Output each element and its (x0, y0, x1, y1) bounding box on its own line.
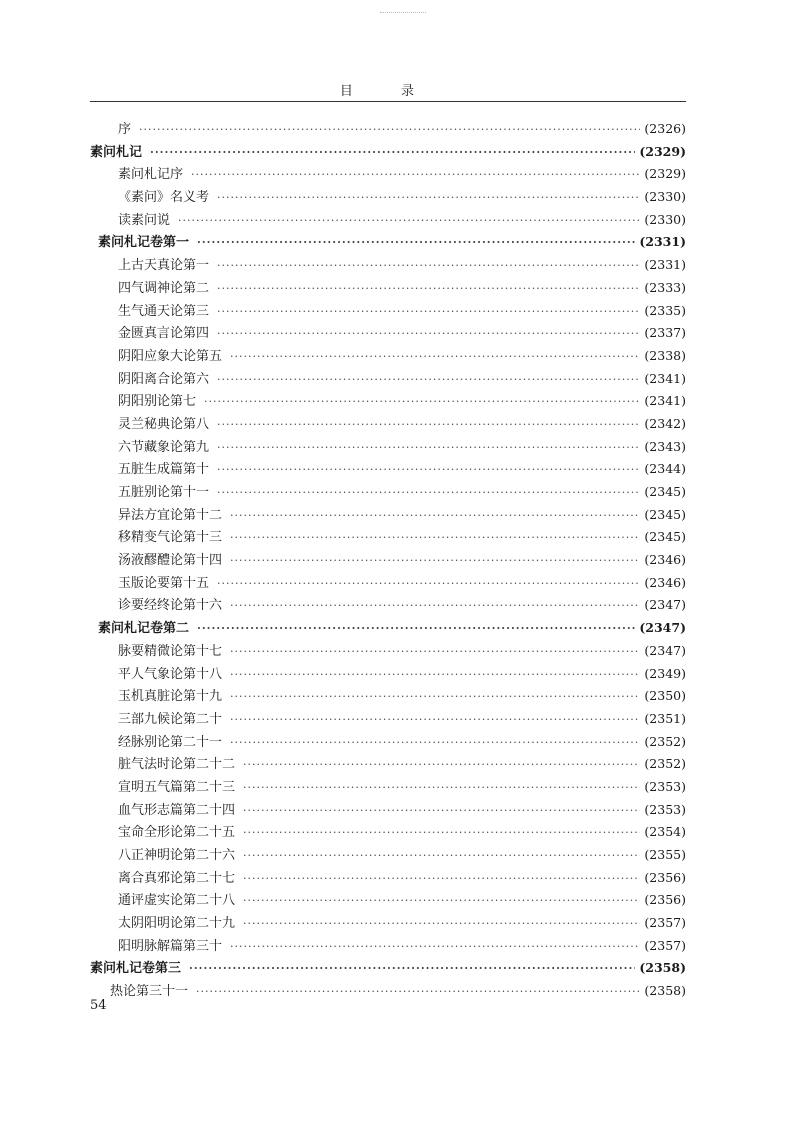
toc-entry-page: (2338) (644, 347, 686, 363)
toc-entry (90, 640, 686, 663)
toc-entry (90, 254, 686, 277)
toc-entry (90, 708, 686, 731)
toc-leader-dots (217, 414, 640, 437)
toc-entry (90, 685, 686, 708)
toc-entry (90, 753, 686, 776)
toc-entry-title: 素问札记卷第三 (90, 961, 182, 977)
toc-entry-page: (2347) (644, 642, 686, 658)
toc-entry-title: 异法方宜论第十二 (118, 507, 223, 523)
toc-entry (90, 436, 686, 459)
page-header-title: 目 录 (339, 84, 437, 99)
toc-leader-dots (189, 958, 635, 981)
toc-leader-dots (217, 187, 640, 210)
scan-mark (380, 12, 426, 15)
toc-entry-title: 素问札记卷第二 (98, 621, 190, 637)
toc-entry-page: (2331) (644, 257, 686, 273)
toc-entry (90, 980, 686, 1003)
toc-entry-title: 素问札记序 (118, 167, 184, 183)
toc-entry (90, 118, 686, 141)
toc-entry-title: 五脏生成篇第十 (118, 462, 210, 478)
toc-leader-dots (230, 505, 640, 528)
toc-entry-page: (2333) (644, 279, 686, 295)
toc-entry-title: 上古天真论第一 (118, 258, 210, 274)
toc-entry (90, 776, 686, 799)
toc-leader-dots (230, 527, 640, 550)
toc-entry (90, 300, 686, 323)
toc-entry (90, 481, 686, 504)
toc-entry-title: 热论第三十一 (110, 984, 189, 1000)
toc-entry-page: (2346) (644, 552, 686, 568)
toc-leader-dots (217, 459, 640, 482)
toc-leader-dots (230, 641, 640, 664)
toc-entry-title: 生气通天论第三 (118, 303, 210, 319)
toc-entry-page: (2345) (644, 506, 686, 522)
toc-entry-page: (2353) (644, 801, 686, 817)
toc-entry-title: 阴阳离合论第六 (118, 371, 210, 387)
toc-entry-title: 玉机真脏论第十九 (118, 689, 223, 705)
toc-entry (90, 594, 686, 617)
toc-entry-page: (2347) (639, 620, 686, 636)
toc-entry (90, 844, 686, 867)
toc-entry (90, 458, 686, 481)
toc-leader-dots (196, 981, 640, 1004)
toc-entry (90, 186, 686, 209)
toc-entry-title: 通评虚实论第二十八 (118, 893, 236, 909)
toc-entry-page: (2353) (644, 778, 686, 794)
toc-entry (90, 322, 686, 345)
toc-entry (90, 821, 686, 844)
toc-leader-dots (217, 482, 640, 505)
toc-entry (90, 368, 686, 391)
toc-leader-dots (217, 255, 640, 278)
toc-entry-title: 三部九候论第二十 (118, 711, 223, 727)
toc-entry (90, 731, 686, 754)
toc-entry (90, 572, 686, 595)
toc-entry (90, 549, 686, 572)
toc-entry-page: (2330) (644, 211, 686, 227)
toc-leader-dots (243, 845, 640, 868)
toc-leader-dots (230, 709, 640, 732)
toc-entry-page: (2351) (644, 710, 686, 726)
toc-leader-dots (230, 664, 640, 687)
toc-entry-page: (2355) (644, 847, 686, 862)
toc-entry-title: 玉版论要第十五 (118, 575, 210, 591)
toc-entry (90, 277, 686, 300)
toc-entry-title: 血气形志篇第二十四 (118, 802, 236, 818)
toc-entry (90, 231, 686, 254)
toc-entry-page: (2326) (644, 121, 686, 136)
toc-entry-page: (2352) (644, 733, 686, 749)
toc-entry-title: 宝命全形论第二十五 (118, 825, 236, 841)
toc-leader-dots (191, 164, 640, 187)
toc-entry (90, 799, 686, 822)
toc-entry-page: (2345) (644, 529, 686, 545)
toc-leader-dots (243, 800, 640, 823)
toc-entry-title: 阴阳别论第七 (118, 394, 197, 410)
toc-entry-title: 移精变气论第十三 (118, 530, 223, 546)
toc-entry-title: 太阴阳明论第二十九 (118, 916, 236, 932)
toc-entry (90, 504, 686, 527)
header-rule (90, 101, 686, 102)
toc-leader-dots (243, 890, 640, 913)
toc-entry-title: 离合真邪论第二十七 (118, 870, 236, 886)
toc-leader-dots (150, 142, 635, 165)
toc-leader-dots (243, 913, 640, 936)
toc-entry-page: (2357) (644, 915, 686, 931)
toc-entry-page: (2335) (644, 302, 686, 318)
toc-leader-dots (243, 777, 640, 800)
toc-entry-title: 经脉别论第二十一 (118, 734, 223, 750)
toc-leader-dots (217, 323, 640, 346)
toc-entry (90, 413, 686, 436)
toc-entry-page: (2341) (644, 370, 686, 386)
toc-entry-title: 脉要精微论第十七 (118, 643, 223, 659)
toc-entry-title: 素问札记 (90, 144, 143, 160)
toc-entry-page: (2344) (644, 461, 686, 477)
toc-leader-dots (243, 822, 640, 845)
toc-entry-title: 阴阳应象大论第五 (118, 348, 223, 364)
toc-entry (90, 617, 686, 640)
toc-leader-dots (230, 936, 640, 959)
toc-entry-title: 脏气法时论第二十二 (118, 757, 236, 773)
toc-entry-page: (2337) (644, 325, 686, 341)
toc-entry (90, 935, 686, 958)
toc-leader-dots (217, 301, 640, 324)
toc-entry-title: 宣明五气篇第二十三 (118, 779, 236, 795)
toc-entry-page: (2347) (644, 597, 686, 613)
toc-leader-dots (217, 573, 640, 596)
toc-entry-title: 读素问说 (118, 212, 171, 228)
toc-entry (90, 209, 686, 232)
toc-entry-page: (2342) (644, 415, 686, 431)
toc-leader-dots (230, 550, 640, 573)
toc-entry-title: 五脏别论第十一 (118, 485, 210, 500)
table-of-contents (90, 118, 686, 1003)
toc-leader-dots (197, 232, 635, 255)
toc-entry-title: 诊要经终论第十六 (118, 598, 223, 614)
toc-entry-title: 平人气象论第十八 (118, 666, 223, 682)
toc-leader-dots (230, 732, 640, 755)
toc-entry-title: 灵兰秘典论第八 (118, 416, 210, 432)
page-number: 54 (90, 998, 107, 1013)
toc-entry-page: (2350) (644, 688, 686, 704)
toc-entry-page: (2345) (644, 484, 686, 499)
toc-entry-title: 八正神明论第二十六 (118, 848, 236, 863)
toc-entry-page: (2329) (639, 143, 686, 159)
toc-entry (90, 889, 686, 912)
toc-entry-title: 阳明脉解篇第三十 (118, 938, 223, 954)
toc-entry-title: 《素问》名义考 (118, 190, 210, 206)
toc-entry-page: (2331) (639, 234, 686, 250)
toc-entry (90, 345, 686, 368)
toc-entry-page: (2341) (644, 393, 686, 409)
toc-entry-page: (2329) (644, 166, 686, 182)
toc-entry-page: (2330) (644, 189, 686, 205)
toc-entry (90, 141, 686, 164)
toc-leader-dots (217, 437, 640, 460)
toc-entry-page: (2346) (644, 574, 686, 590)
toc-entry-title: 六节藏象论第九 (118, 439, 210, 455)
toc-leader-dots (139, 119, 640, 142)
toc-entry-title: 序 (118, 122, 132, 137)
toc-entry-page: (2349) (644, 665, 686, 681)
toc-leader-dots (243, 754, 640, 777)
toc-entry-title: 四气调神论第二 (118, 280, 210, 296)
toc-entry-title: 素问札记卷第一 (98, 235, 190, 251)
toc-leader-dots (230, 346, 640, 369)
toc-leader-dots (204, 391, 640, 414)
toc-entry-page: (2356) (644, 869, 686, 885)
toc-entry (90, 390, 686, 413)
toc-leader-dots (230, 686, 640, 709)
toc-entry-title: 汤液醪醴论第十四 (118, 553, 223, 569)
toc-leader-dots (217, 278, 640, 301)
toc-leader-dots (178, 210, 640, 233)
toc-entry-page: (2357) (644, 937, 686, 953)
toc-leader-dots (197, 618, 635, 641)
toc-entry-page: (2358) (644, 983, 686, 999)
toc-entry-page: (2352) (644, 756, 686, 772)
toc-entry (90, 526, 686, 549)
toc-entry-page: (2354) (644, 824, 686, 840)
toc-entry-page: (2343) (644, 438, 686, 454)
toc-entry (90, 163, 686, 186)
toc-leader-dots (217, 369, 640, 392)
toc-entry (90, 957, 686, 980)
toc-entry-page: (2356) (644, 892, 686, 908)
toc-entry-page: (2358) (639, 960, 686, 976)
toc-entry (90, 663, 686, 686)
toc-leader-dots (230, 595, 640, 618)
toc-entry (90, 867, 686, 890)
toc-leader-dots (243, 868, 640, 891)
toc-entry (90, 912, 686, 935)
toc-entry-title: 金匮真言论第四 (118, 326, 210, 342)
